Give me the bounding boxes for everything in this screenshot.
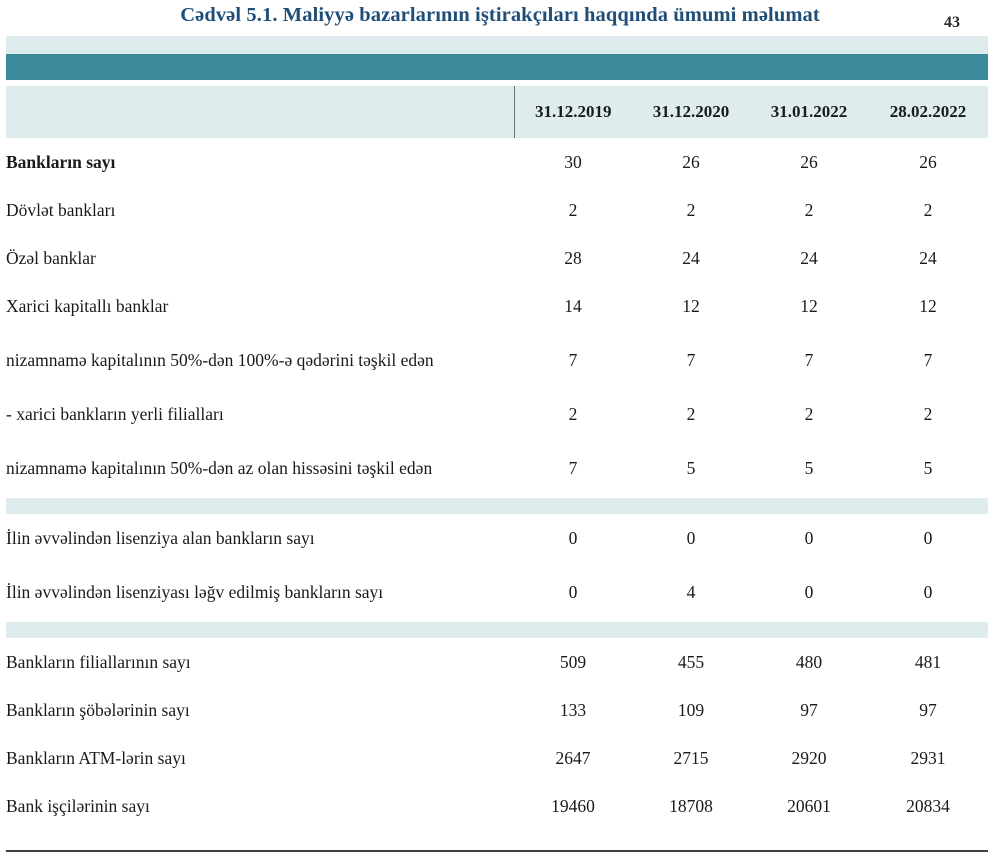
cell-value: 97 xyxy=(800,699,818,720)
cell-value: 2920 xyxy=(791,747,827,768)
cell-value: 2931 xyxy=(910,747,946,768)
table-row xyxy=(6,782,988,830)
column-header-28.02.2022: 28.02.2022 xyxy=(868,86,988,138)
row-label: - xarici bankların yerli filialları xyxy=(6,403,224,424)
cell-value: 0 xyxy=(568,581,578,602)
cell-value: 0 xyxy=(568,527,578,548)
section-separator-band xyxy=(6,622,988,638)
cell-value: 97 xyxy=(919,699,937,720)
cell-value: 2 xyxy=(923,403,933,424)
cell-value: 28 xyxy=(564,247,582,268)
cell-value: 0 xyxy=(686,527,696,548)
cell-value: 2 xyxy=(686,403,696,424)
cell-value: 2 xyxy=(804,403,814,424)
column-header-label xyxy=(6,86,514,138)
cell-value: 18708 xyxy=(669,795,713,816)
cell-value: 26 xyxy=(919,151,937,172)
table-row xyxy=(6,390,988,438)
cell-value: 24 xyxy=(919,247,937,268)
column-header-31.01.2022: 31.01.2022 xyxy=(750,86,868,138)
cell-value: 26 xyxy=(682,151,700,172)
cell-value: 7 xyxy=(804,349,814,370)
table-body xyxy=(6,86,988,830)
cell-value: 133 xyxy=(559,699,587,720)
cell-value: 2 xyxy=(686,199,696,220)
row-label: İlin əvvəlindən lisenziyası ləğv edilmiş bankların sayı xyxy=(6,581,384,602)
cell-value: 2 xyxy=(804,199,814,220)
table-row xyxy=(6,562,988,622)
cell-value: 24 xyxy=(800,247,818,268)
row-label: İlin əvvəlindən lisenziya alan bankların sayı xyxy=(6,527,315,548)
table-row xyxy=(6,638,988,686)
cell-value: 2 xyxy=(568,403,578,424)
cell-value: 2715 xyxy=(673,747,709,768)
row-label: Bank işçilərinin sayı xyxy=(6,795,150,816)
cell-value: 7 xyxy=(686,349,696,370)
cell-value: 4 xyxy=(686,581,696,602)
cell-value: 5 xyxy=(804,457,814,478)
table-row xyxy=(6,282,988,330)
cell-value: 20834 xyxy=(906,795,950,816)
section-separator xyxy=(6,498,988,514)
section-separator xyxy=(6,622,988,638)
cell-value: 0 xyxy=(804,581,814,602)
table-row xyxy=(6,734,988,782)
table-header-row xyxy=(6,86,988,138)
page-number: 43 xyxy=(944,14,960,31)
row-label: Dövlət bankları xyxy=(6,199,116,220)
cell-value: 5 xyxy=(686,457,696,478)
cell-value: 14 xyxy=(564,295,582,316)
cell-value: 480 xyxy=(795,651,823,672)
row-label: Özəl banklar xyxy=(6,247,96,268)
cell-value: 24 xyxy=(682,247,700,268)
column-header-31.12.2020: 31.12.2020 xyxy=(632,86,750,138)
table-row xyxy=(6,686,988,734)
table-row xyxy=(6,138,988,186)
cell-value: 0 xyxy=(923,527,933,548)
row-label: Bankların şöbələrinin sayı xyxy=(6,699,190,720)
cell-value: 30 xyxy=(564,151,582,172)
section-separator-band xyxy=(6,498,988,514)
cell-value: 7 xyxy=(568,349,578,370)
cell-value: 455 xyxy=(677,651,705,672)
cell-value: 509 xyxy=(559,651,587,672)
cell-value: 0 xyxy=(923,581,933,602)
row-label: Bankların filiallarının sayı xyxy=(6,651,191,672)
cell-value: 2 xyxy=(923,199,933,220)
cell-value: 20601 xyxy=(787,795,831,816)
cell-value: 7 xyxy=(923,349,933,370)
table-row xyxy=(6,186,988,234)
cell-value: 12 xyxy=(682,295,700,316)
column-header-31.12.2019: 31.12.2019 xyxy=(514,86,632,138)
cell-value: 12 xyxy=(919,295,937,316)
row-label: Xarici kapitallı banklar xyxy=(6,295,169,316)
table-row xyxy=(6,234,988,282)
row-label: nizamnamə kapitalının 50%-dən az olan hissəsini təşkil edən xyxy=(6,457,433,478)
cell-value: 7 xyxy=(568,457,578,478)
table-row xyxy=(6,514,988,562)
cell-value: 12 xyxy=(800,295,818,316)
cell-value: 19460 xyxy=(551,795,595,816)
cell-value: 26 xyxy=(800,151,818,172)
row-label: Bankların sayı xyxy=(6,151,116,172)
table-row xyxy=(6,330,988,390)
cell-value: 0 xyxy=(804,527,814,548)
decorative-teal-band xyxy=(6,54,988,80)
row-label: Bankların ATM-lərin sayı xyxy=(6,747,186,768)
data-table xyxy=(6,86,988,830)
row-label: nizamnamə kapitalının 50%-dən 100%-ə qədərini təşkil edən xyxy=(6,349,434,370)
cell-value: 2647 xyxy=(555,747,591,768)
cell-value: 109 xyxy=(677,699,705,720)
cell-value: 2 xyxy=(568,199,578,220)
table-row xyxy=(6,438,988,498)
cell-value: 5 xyxy=(923,457,933,478)
decorative-light-band xyxy=(6,36,988,54)
cell-value: 481 xyxy=(914,651,942,672)
page-title: Cədvəl 5.1. Maliyyə bazarlarının iştirakçıları haqqında ümumi məlumat xyxy=(180,4,820,26)
